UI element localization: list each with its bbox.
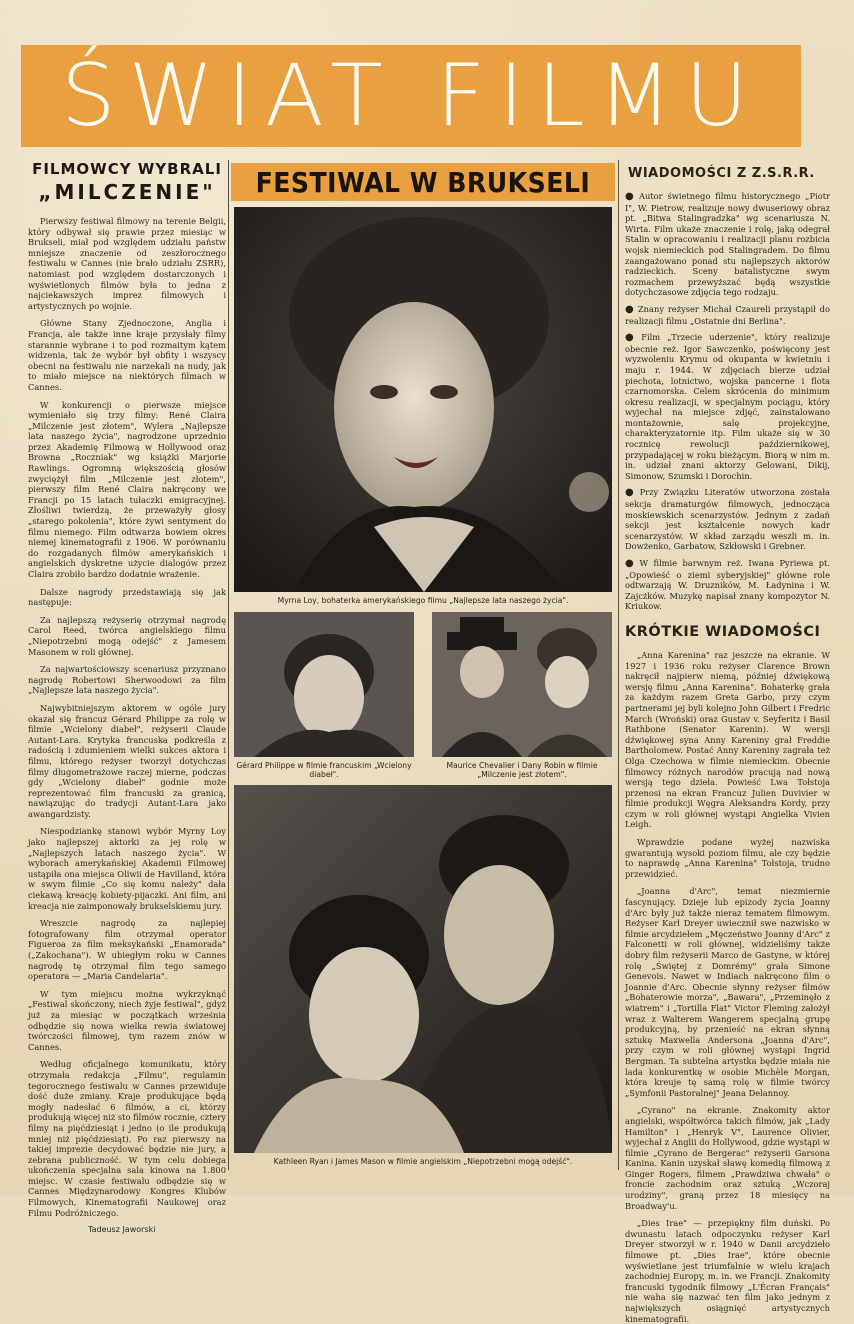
short-news-paragraph: „Anna Karenina" raz jeszcze na ekranie. W 1927 i 1936 roku reżyser Clarence Brown nakręcił najpierw niemą, później dźwiękową wersję filmu „Anna Karenina". Bohaterkę grała za każdym razem Greta Garbo, przy czym partnerami jej byli kolejno John Gilbert i Fredric March (Wroński) oraz Gustav v. Seyferitz i Basil Rathbone (Senator Karenin). W wersji dźwiękowej syna Anny Kareniny grał Freddie Bartholomew. Postać Anny Kareniny zagrała też Olga Czechowa w filmie niemieckim. Obecnie filmowcy różnych narodów pracują nad nową wersją tego dzieła. Powieść Lwa Tołstoja przenosi na ekran Francuz Julien Duvivier w filmie produkcji Węgra Aleksandra Kordy, przy czym w roli głównej wystąpi Angielka Vivien Leigh. <box>625 649 830 830</box>
photo-chevalier-robin <box>432 612 612 757</box>
bullet-icon: ● <box>625 558 637 569</box>
ussr-news-item <box>625 558 830 612</box>
photo-myrna-loy <box>234 207 612 592</box>
ussr-news-text: Przy Związku Literatów utworzona została sekcja dramaturgów filmowych, jednocząca moskiewskich scenarzystów. Jednym z zadań sekcji jest kształcenie nowych kadr scenarzystów. W skład zarządu weszli m. in. Dowżenko, Garbatow, Szkłowski i Grebner. <box>625 487 830 552</box>
left-paragraph: Najwybitniejszym aktorem w ogóle jury okazał się francuz Gérard Philippe za rolę w filmie „Wcielony diabeł", reżyserii Claude Autant-Lara. Krytyka francuska podkreśla z radością i zdumieniem wielki sukces aktora i filmu, którego reżyser tworzył dotychczas filmy długometrażowe raczej mierne, podczas gdy „Wcielony diabeł" godnie może reprezentować film francuski za granicą, nawiązując do tradycji Autant-Lara jako awangardzisty. <box>28 702 226 819</box>
right-headline-ussr: WIADOMOŚCI Z Z.S.R.R. <box>628 166 815 181</box>
masthead-banner <box>21 45 801 147</box>
left-headline-line1: FILMOWCY WYBRALI <box>32 160 222 178</box>
left-paragraph: Według oficjalnego komunikatu, który otrzymała redakcja „Filmu", regulamin tegorocznego festiwalu w Cannes przewiduje dość duże zmiany. Kraje produkujące będą mogły nadesłać 6 filmów, a ci, którzy produkują więcej niż sto filmów rocznie, cztery filmy na pięćdziesiąt i jedno (o ile produkują mniej niż pięćdziesiąt). Po raz pierwszy na takiej imprezie decydować będzie nie jury, a zebrana publiczność. W tym celu dobiega ukończenia specjalna sala kinowa na 1.800 miejsc. W czasie festiwalu odbędzie się w Cannes Międzynarodowy Kongres Klubów Filmowych, Kinematografii Naukowej oraz Filmu Podróżniczego. <box>28 1059 226 1218</box>
portrait-photo-illustration <box>234 207 612 592</box>
ussr-news-text: Znany reżyser Michał Czaureli przystąpił do realizacji filmu „Ostatnie dni Berlina". <box>625 303 830 326</box>
short-news-paragraph: „Dies Irae" — przepiękny film duński. Po dwunastu latach odpoczynku reżyser Karl Dreyer stworzył w r. 1940 w Danii arcydzieło filmowe pt. „Dies Irae", które obecnie wyświetlane jest triumfalnie w wielu krajach zachodniej Europy, m. in. we Francji. Znakomity francuski tygodnik filmowy „L'Écran Français" nie waha się nazwać ten film jako jednym z największych osiągnięć artystycznych kinematografii. <box>625 1218 830 1324</box>
masthead-title: ŚWIAT FILMU <box>61 46 761 146</box>
ussr-news-item <box>625 304 830 326</box>
left-headline-line2: „MILCZENIE" <box>38 180 216 204</box>
column-divider <box>228 160 229 1170</box>
caption-main-photo: Myrna Loy, bohaterka amerykańskiego filmu „Najlepsze lata naszego życia". <box>277 596 569 605</box>
left-column <box>28 160 226 1235</box>
left-paragraph: Pierwszy festiwal filmowy na terenie Belgii, który odbywał się prawie przez miesiąc w Brukseli, miał pod względem udziału państw mniejsze znaczenie od zeszłorocznego festiwalu w Cannes (nie brało udziału ZSRR), natomiast pod względem dostarczonych i wyświetlonych filmów była to jedna z najciekawszych imprez filmowych i artystycznych po wojnie. <box>28 216 226 311</box>
left-paragraph: Niespodziankę stanowi wybór Myrny Loy jako najlepszej aktorki za jej rolę w „Najlepszych latach naszego życia". W wyborach amerykańskiej Akademii Filmowej ustąpiła ona miejsca Oliwii de Havilland, która w swym filmie „Co się komu należy" dała ciekawą kreację kobiety-pijaczki. Ani film, ani kreacja nie zaimponowały brukselskiemu jury. <box>28 826 226 911</box>
short-news-paragraph: „Cyrano" na ekranie. Znakomity aktor angielski, współtwórca takich filmów, jak „Lady Hamilton" i „Henryk V", Laurence Olivier, wyjechał z Anglii do Hollywood, gdzie wystąpi w filmie „Cyrano de Bergerac" reżyserii Garsona Kanina. Kanin uzyskał sławę komedią filmową z Ginger Rogers, filmem „Prawdziwa chwała" o froncie zachodnim oraz sztuką „Wczoraj urodziny", graną przez 18 miesięcy na Broadway'u. <box>625 1105 830 1211</box>
bullet-icon: ● <box>625 332 639 344</box>
bullet-icon: ● <box>625 191 636 202</box>
chevalier-robin-illustration <box>432 612 612 757</box>
ussr-news-item <box>625 332 830 481</box>
photo-ryan-mason <box>234 785 612 1153</box>
left-paragraph: Za najlepszą reżyserię otrzymał nagrodę Carol Reed, twórca angielskiego filmu „Niepotrzebni mogą odejść" z Jamesem Masonem w roli głównej. <box>28 614 226 657</box>
right-column <box>625 160 831 1324</box>
photo-gerard-philippe <box>234 612 414 757</box>
left-paragraph: W konkurencji o pierwsze miejsce wymieniało się trzy filmy: René Claira „Milczenie jest złotem", Wylera „Najlepsze lata naszego życia", nagrodzone uprzednio przez Akademię Filmową w Hollywood oraz Browna „Roczniak" wg książki Marjorie Rawlings. Ogromną większością głosów zwyciężył film „Milczenie jest złotem", pierwszy film René Claira nakręcony we Francji po 15 latach tułaczki emigracyjnej. Złośliwi twierdzą, że przeważyły głosy „starego pokolenia", które żywi sentyment do filmu niemego. Film odtwarza bowiem okres niemej kinematografii z 1906. W porównaniu do rozgadanych filmów amerykańskich i angielskich dyskretne użycie dialogów przez Claira zrobiło bardzo dodatnie wrażenie. <box>28 399 226 579</box>
caption-bottom-photo: Kathleen Ryan i James Mason w filmie angielskim „Niepotrzebni mogą odejść". <box>273 1157 573 1166</box>
ussr-news-text: W filmie barwnym reż. Iwana Pyriewa pt. „Opowieść o ziemi syberyjskiej" główne role odtwarzają W. Druzników, M. Ładynina i W. Zajcżków. Muzykę napisał znany kompozytor N. Kriukow. <box>625 558 831 612</box>
ryan-mason-illustration <box>234 785 612 1153</box>
article-byline: Tadeusz Jaworski <box>88 1225 156 1235</box>
ussr-news-item <box>625 487 830 552</box>
gerard-philippe-illustration <box>234 612 414 757</box>
left-paragraph: Za najwartościowszy scenariusz przyznano nagrodę Robertowi Sherwoodowi za film „Najlepsze lata naszego życia". <box>28 664 226 696</box>
left-paragraph: Wreszcie nagrodę za najlepiej fotografowany film otrzymał operator Figueroa za film meksykański „Enamorada" („Zakochana"). W ubiegłym roku w Cannes nagrodę tę otrzymał film tego samego operatora — „Maria Candelaria". <box>28 918 226 982</box>
column-divider <box>618 160 619 1170</box>
left-paragraph: Dalsze nagrody przedstawiają się jak następuje: <box>28 586 226 608</box>
festival-banner <box>231 163 615 201</box>
bullet-icon: ● <box>625 487 637 499</box>
caption-chevalier-robin: Maurice Chevalier i Dany Robin w filmie „Milczenie jest złotem". <box>446 761 598 779</box>
ussr-news-text: Film „Trzecie uderzenie", który realizuje obecnie reż. Igor Sawczenko, poświęcony jest wyzwoleniu Krymu od okupanta w kwietniu i maju r. 1944. W zdjęciach bierze udział piechota, lotnictwo, wojska pancerne i flota czarnomorska. Celem skrócenia do minimum okresu realizacji, w specjalnym pociągu, który wyjechał na miejsce zdjęć, zainstalowano montażownie, salę projekcyjne, charakteryzatornie itp. Film ukaże się w 30 rocznicę rewolucji październikowej, przypadającej w roku bieżącym. Biorą w nim m. in. udział znani aktorzy Gelowani, Dikij, Simonow, Szumski i Dorochin. <box>625 332 830 481</box>
caption-gerard-philippe: Gérard Philippe w filmie francuskim „Wcielony diabeł". <box>236 761 412 779</box>
short-news-paragraph: Wprawdzie podane wyżej nazwiska gwarantują wysoki poziom filmu, ale czy będzie to naprawdę „Anna Karenina" Tołstoja, trudno przewidzieć. <box>625 837 830 879</box>
festival-banner-title: FESTIWAL W BRUKSELI <box>255 165 591 199</box>
ussr-news-item <box>625 191 830 298</box>
bullet-icon: ● <box>625 303 635 315</box>
left-paragraph: Główne Stany Zjednoczone, Anglia i Francja, ale także inne kraje przysłały filmy starannie wybrane i to pod rozmaitym kątem widzenia, tak że wybór był obfity i wszyscy obecni na festiwalu nie narzekali na nudy, jak to miało miejsce na niektórych filmach w Cannes. <box>28 318 226 392</box>
ussr-news-text: Autor świetnego filmu historycznego „Piotr I", W. Pietrow, realizuje nowy dwuseriowy obraz pt. „Bitwa Stalingradzka" wg scenariusza N. Wirta. Film ukaże znaczenie i rolę, jaką odegrał Stalin w opracowaniu i realizacji planu rozbicia wojsk niemieckich pod Stalingradem. Do filmu zaangażowano ponad stu najlepszych aktorów radzieckich. Sceny batalistyczne swym rozmachem przewyższać będą wszystkie dotychczasowe zdjęcia tego rodzaju. <box>625 191 831 298</box>
right-headline-short-news: KRÓTKIE WIADOMOŚCI <box>625 623 821 640</box>
short-news-paragraph: „Joanna d'Arc", temat niezmiernie fascynujący. Dzieje lub epizody życia Joanny d'Arc były już także nieraz tematem filmowym. Reżyser Karl Dreyer uwiecznił swe nazwisko w filmie arcydziełem „Męczeństwo Joanny d'Arc" z Falconetti w roli głównej, widzieliśmy także dobry film reżyserii Marco de Gastyne, w której rolę „Świętej z Domrémy" grała Simone Genevois. Nawet w Indiach nakręcono film o Joannie d'Arc. Obecnie słynny reżyser filmów „Bohaterowie morza", „Bawara", „Przeminęło z wiatrem" i „Tortilla Flat" Victor Fleming założył wraz z Walterem Wangerem specjalną grupę produkcyjną, by przenieść na ekran słynną sztukę Maxwella Andersona „Joanna d'Arc", przy czym w roli głównej wystąpi Ingrid Bergman. Ta subtelna artystka będzie miała nie lada konkurentkę w osobie Michèle Morgan, która kreuje tę samą rolę w filmie twórcy „Symfonii Pastoralnej" Jeana Delannoy. <box>625 886 830 1098</box>
left-paragraph: W tym miejscu można wykrzyknąć „Festiwal skończony, niech żyje festiwal", gdyż już za miesiąc w początkach września odbędzie się nowa wielka rewia światowej twórczości filmowej, tym razem znów w Cannes. <box>28 988 226 1052</box>
